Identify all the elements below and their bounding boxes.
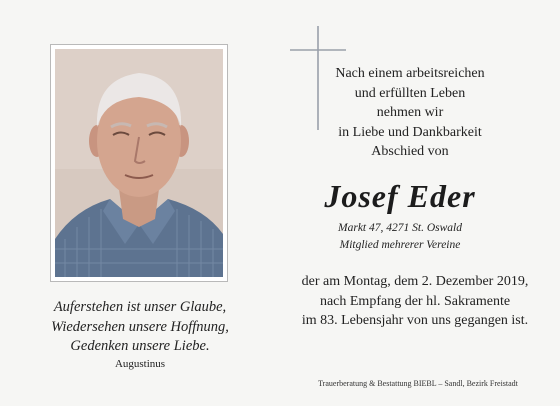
funeral-home-footer: Trauerberatung & Bestattung BIEBL – Sandl, Bezirk Freistadt [318,379,518,388]
intro-text [330,64,490,162]
intro-line: nehmen wir [376,105,444,120]
details-line: nach Empfang der hl. Sakramente [319,293,511,309]
deceased-affiliation: Mitglied mehrerer Vereine [339,239,461,251]
quote-author: Augustinus [114,358,166,370]
death-details [280,272,550,331]
portrait-frame [50,44,228,282]
intro-line: in Liebe und Dankbarkeit [338,124,482,140]
deceased-info [300,220,500,254]
portrait-photo [55,49,223,277]
intro-line: und erfüllten Leben [354,85,466,101]
memorial-quote [20,298,260,357]
deceased-address: Markt 47, 4271 St. Oswald [338,222,462,234]
intro-line: Nach einem arbeitsreichen [335,66,485,81]
deceased-name: Josef Eder [324,178,476,214]
quote-line: Wiedersehen unsere Hoffnung, [51,318,229,335]
quote-line: Gedenken unsere Liebe. [70,338,210,354]
details-line: im 83. Lebensjahr von uns gegangen ist. [301,313,529,328]
details-line: der am Montag, dem 2. Dezember 2019, [301,274,529,289]
quote-line: Auferstehen ist unser Glaube, [53,299,227,315]
intro-line: Abschied von [371,144,449,159]
